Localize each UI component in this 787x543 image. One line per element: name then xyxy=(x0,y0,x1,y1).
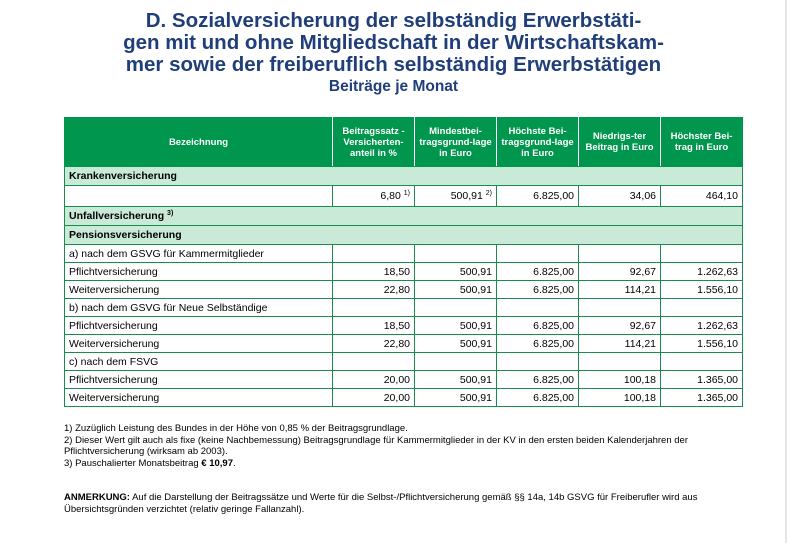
group-label: c) nach dem FSVG xyxy=(65,353,333,371)
table-cell: 6.825,00 xyxy=(497,186,579,207)
row-label: Weiterversicherung xyxy=(65,389,333,407)
group-row xyxy=(65,299,743,317)
page-subtitle: Beiträge je Monat xyxy=(328,78,459,95)
table-row xyxy=(65,317,743,335)
table-cell: 6.825,00 xyxy=(497,263,579,281)
table-cell: 6.825,00 xyxy=(497,281,579,299)
table-cell: 1.262,63 xyxy=(661,263,743,281)
header-lowest-contribution: Niedrigs-ter Beitrag in Euro xyxy=(579,118,661,167)
table-cell: 500,91 xyxy=(415,263,497,281)
table-cell: 464,10 xyxy=(661,186,743,207)
remark xyxy=(64,492,764,515)
table-cell: 22,80 xyxy=(333,335,415,353)
footnote-2: 2) Dieser Wert gilt auch als fixe (keine Nachbemessung) Beitragsgrundlage für Kammermitglieder in der KV in den ersten beiden Kalenderjahren der Pflichtversicherung (wirksam ab 2003). xyxy=(64,434,688,458)
table-cell: 6.825,00 xyxy=(497,371,579,389)
table-cell: 6.825,00 xyxy=(497,317,579,335)
table-cell: 114,21 xyxy=(579,335,661,353)
table-row xyxy=(65,335,743,353)
group-row xyxy=(65,353,743,371)
title-line-3: mer sowie der freiberuflich selbständig Erwerbstätigen xyxy=(125,53,662,76)
table-cell: 22,80 xyxy=(333,281,415,299)
section-label: Pensionsversicherung xyxy=(65,226,743,245)
table-cell: 6,80 $^{1)}$ xyxy=(333,186,415,207)
section-label: Unfallversicherung $^{3)}$ xyxy=(65,207,743,226)
row-label: Weiterversicherung xyxy=(65,335,333,353)
table-cell: 500,91 xyxy=(415,335,497,353)
group-label: a) nach dem GSVG für Kammermitglieder xyxy=(65,245,333,263)
table-cell: 500,91 xyxy=(415,317,497,335)
header-rate: Beitragssatz - Versicherten-anteil in % xyxy=(333,118,415,167)
table-cell: 1.365,00 xyxy=(661,389,743,407)
table-cell: 92,67 xyxy=(579,317,661,335)
header-bezeichnung: Bezeichnung xyxy=(65,118,333,167)
title-line-2: gen mit und ohne Mitgliedschaft in der Wirtschaftskam- xyxy=(123,31,664,54)
table-cell: 1.262,63 xyxy=(661,317,743,335)
table-cell: 100,18 xyxy=(579,389,661,407)
header-max-basis: Höchste Bei-tragsgrund-lage in Euro xyxy=(497,118,579,167)
remark-label: ANMERKUNG: xyxy=(64,492,130,503)
table-cell: 500,91 xyxy=(415,389,497,407)
table-cell: 20,00 xyxy=(333,371,415,389)
title-line-1: D. Sozialversicherung der selbständig Erwerbstäti- xyxy=(145,9,642,32)
footnote-3: 3) Pauschalierter Monatsbeitrag € 10,97. xyxy=(64,457,236,469)
footnotes xyxy=(64,423,764,469)
table-cell: 100,18 xyxy=(579,371,661,389)
row-label: Pflichtversicherung xyxy=(65,317,333,335)
table-row xyxy=(65,371,743,389)
row-label: Pflichtversicherung xyxy=(65,263,333,281)
group-label: b) nach dem GSVG für Neue Selbständige xyxy=(65,299,333,317)
table-cell xyxy=(65,186,333,207)
footnote-ref: 2) xyxy=(485,190,492,197)
table-cell: 114,21 xyxy=(579,281,661,299)
row-label: Weiterversicherung xyxy=(65,281,333,299)
table-cell: 34,06 xyxy=(579,186,661,207)
table-header-row xyxy=(65,118,743,167)
footnote-3-value: € 10,97 xyxy=(201,457,233,469)
table-cell: 20,00 xyxy=(333,389,415,407)
table-cell: 1.556,10 xyxy=(661,281,743,299)
table-row xyxy=(65,281,743,299)
table-cell: 6.825,00 xyxy=(497,335,579,353)
contributions-table xyxy=(64,117,743,407)
table-cell: 92,67 xyxy=(579,263,661,281)
table-cell: 500,91 xyxy=(415,281,497,299)
footnote-ref: 1) xyxy=(403,190,410,197)
page-title xyxy=(0,10,787,97)
table-cell: 1.556,10 xyxy=(661,335,743,353)
table-row-kv xyxy=(65,186,743,207)
footnote-ref: 3) xyxy=(167,210,174,217)
header-min-basis: Mindestbei-tragsgrund-lage in Euro xyxy=(415,118,497,167)
row-label: Pflichtversicherung xyxy=(65,371,333,389)
table-row xyxy=(65,389,743,407)
table-cell: 500,91 xyxy=(415,371,497,389)
table-cell: 6.825,00 xyxy=(497,389,579,407)
table-cell: 18,50 xyxy=(333,263,415,281)
section-row-pv xyxy=(65,226,743,245)
header-highest-contribution: Höchster Bei-trag in Euro xyxy=(661,118,743,167)
remark-text: Auf die Darstellung der Beitragssätze und Werte für die Selbst-/Pflichtversicherung gemäß §§ 14a, 14b GSVG für Freiberufler wird aus Übersichtsgründen verzichtet (relativ geringe Fallanzahl). xyxy=(64,492,698,515)
footnote-1: 1) Zuzüglich Leistung des Bundes in der Höhe von 0,85 % der Beitragsgrundlage. xyxy=(64,423,408,434)
table-cell: 500,91 $^{2)}$ xyxy=(415,186,497,207)
table-row xyxy=(65,263,743,281)
section-label: Krankenversicherung xyxy=(65,167,743,186)
section-row-uv xyxy=(65,207,743,226)
table-cell: 1.365,00 xyxy=(661,371,743,389)
group-row xyxy=(65,245,743,263)
section-row-kv xyxy=(65,167,743,186)
table-cell: 18,50 xyxy=(333,317,415,335)
